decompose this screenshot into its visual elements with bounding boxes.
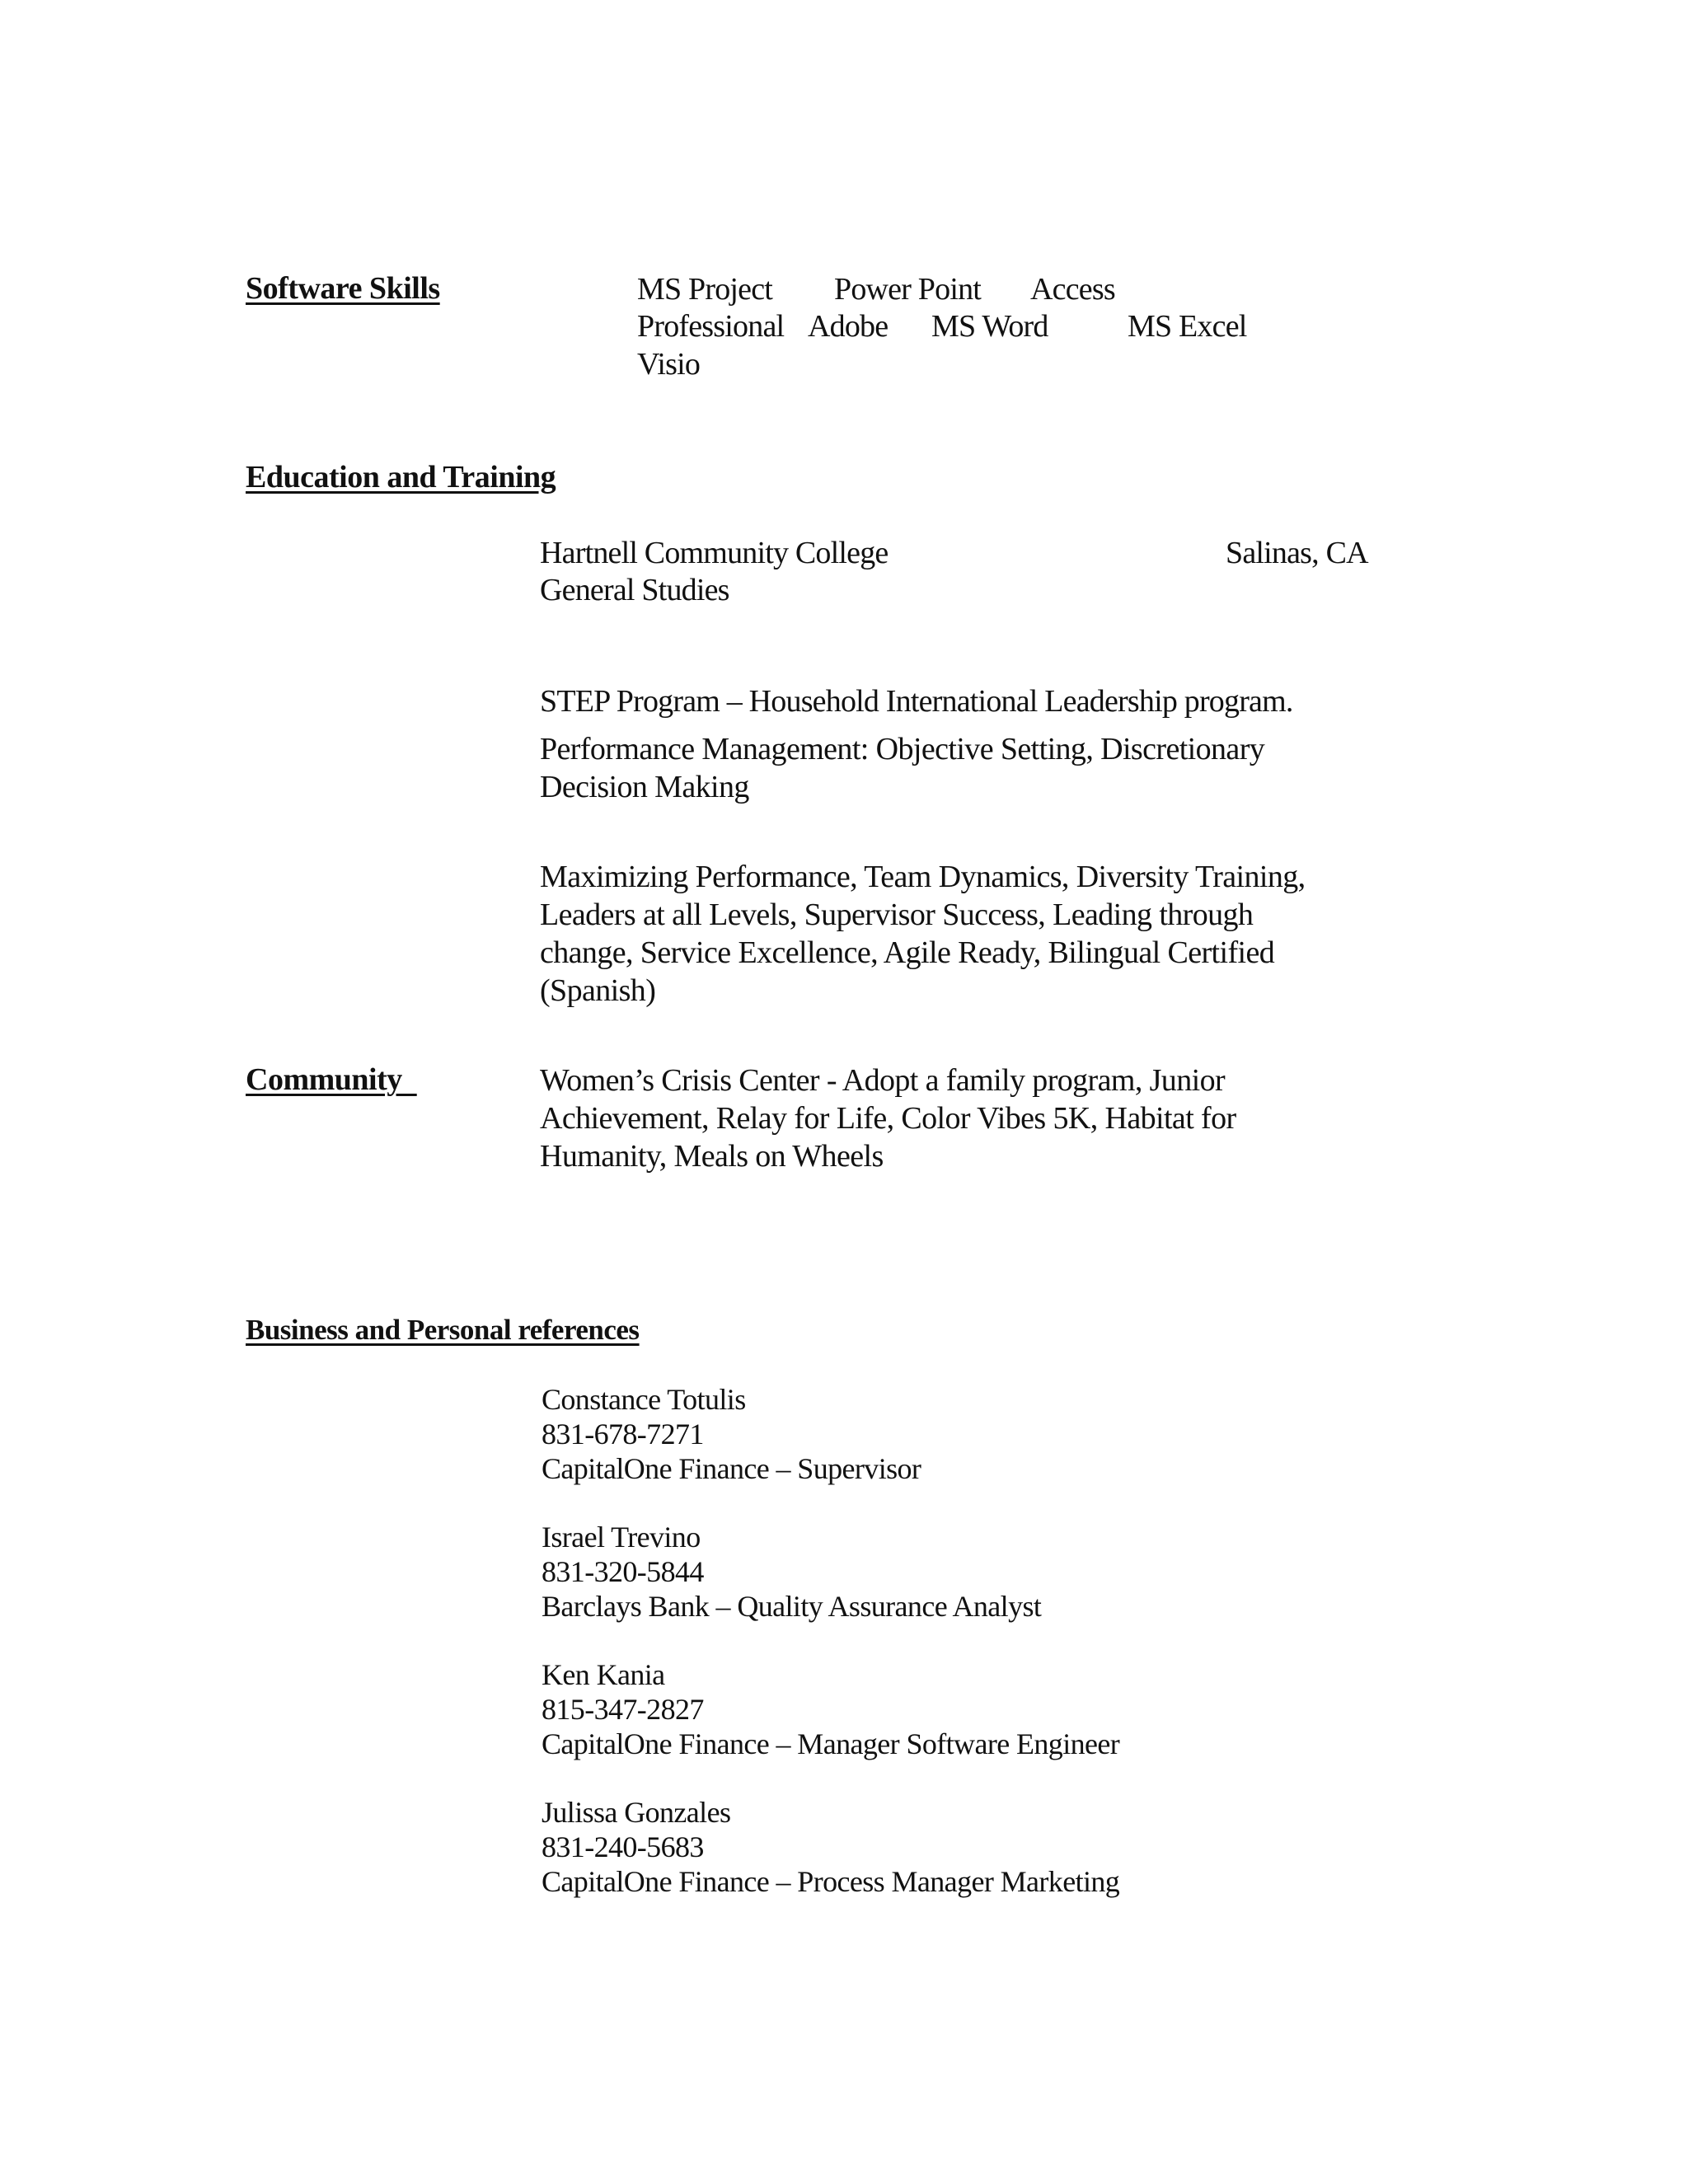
reference-entry bbox=[542, 1520, 1041, 1624]
references-heading: Business and Personal references bbox=[246, 1314, 640, 1346]
community-heading: Community bbox=[246, 1062, 417, 1097]
reference-entry bbox=[542, 1657, 1119, 1761]
text-line: Women’s Crisis Center - Adopt a family program, Junior bbox=[540, 1063, 1226, 1098]
reference-role: CapitalOne Finance – Supervisor bbox=[542, 1452, 921, 1485]
skill-item: Visio bbox=[637, 347, 701, 382]
performance-management bbox=[540, 730, 1264, 806]
skill-item: MS Project bbox=[637, 272, 773, 307]
education-heading: Education and Training bbox=[246, 460, 556, 494]
reference-name: Constance Totulis bbox=[542, 1383, 746, 1416]
skill-item: MS Word bbox=[931, 309, 1048, 344]
text-line: change, Service Excellence, Agile Ready, Bilingual Certified bbox=[540, 935, 1275, 970]
text-line: Leaders at all Levels, Supervisor Success, Leading through bbox=[540, 898, 1254, 932]
text-line: Humanity, Meals on Wheels bbox=[540, 1139, 884, 1174]
reference-name: Ken Kania bbox=[542, 1658, 665, 1691]
reference-role: CapitalOne Finance – Manager Software Engineer bbox=[542, 1727, 1120, 1760]
skill-item: MS Excel bbox=[1128, 309, 1247, 344]
text-line: Achievement, Relay for Life, Color Vibes 5K, Habitat for bbox=[540, 1101, 1236, 1136]
software-skills-heading: Software Skills bbox=[246, 271, 440, 306]
school-location: Salinas, CA bbox=[1226, 536, 1368, 570]
reference-role: Barclays Bank – Quality Assurance Analyst bbox=[542, 1590, 1042, 1623]
skill-item: Access bbox=[1030, 272, 1115, 307]
program-name: General Studies bbox=[540, 573, 729, 607]
skill-item: Professional bbox=[637, 309, 785, 344]
reference-entry bbox=[542, 1795, 1119, 1899]
reference-role: CapitalOne Finance – Process Manager Marketing bbox=[542, 1865, 1120, 1898]
reference-phone: 831-678-7271 bbox=[542, 1418, 704, 1451]
training-list bbox=[540, 858, 1306, 1010]
school-name: Hartnell Community College bbox=[540, 536, 889, 570]
text-line: Performance Management: Objective Setting, Discretionary bbox=[540, 732, 1265, 766]
reference-phone: 831-240-5683 bbox=[542, 1830, 704, 1863]
reference-phone: 815-347-2827 bbox=[542, 1693, 704, 1726]
reference-name: Israel Trevino bbox=[542, 1521, 701, 1554]
text-line: (Spanish) bbox=[540, 973, 656, 1008]
text-line: Maximizing Performance, Team Dynamics, Diversity Training, bbox=[540, 860, 1306, 894]
skill-item: Power Point bbox=[834, 272, 982, 307]
reference-phone: 831-320-5844 bbox=[542, 1555, 704, 1588]
skill-item: Adobe bbox=[808, 309, 889, 344]
community-list bbox=[540, 1062, 1236, 1175]
text-line: Decision Making bbox=[540, 770, 749, 804]
reference-name: Julissa Gonzales bbox=[542, 1796, 731, 1829]
step-program: STEP Program – Household International Leadership program. bbox=[540, 684, 1293, 719]
reference-entry bbox=[542, 1382, 921, 1486]
